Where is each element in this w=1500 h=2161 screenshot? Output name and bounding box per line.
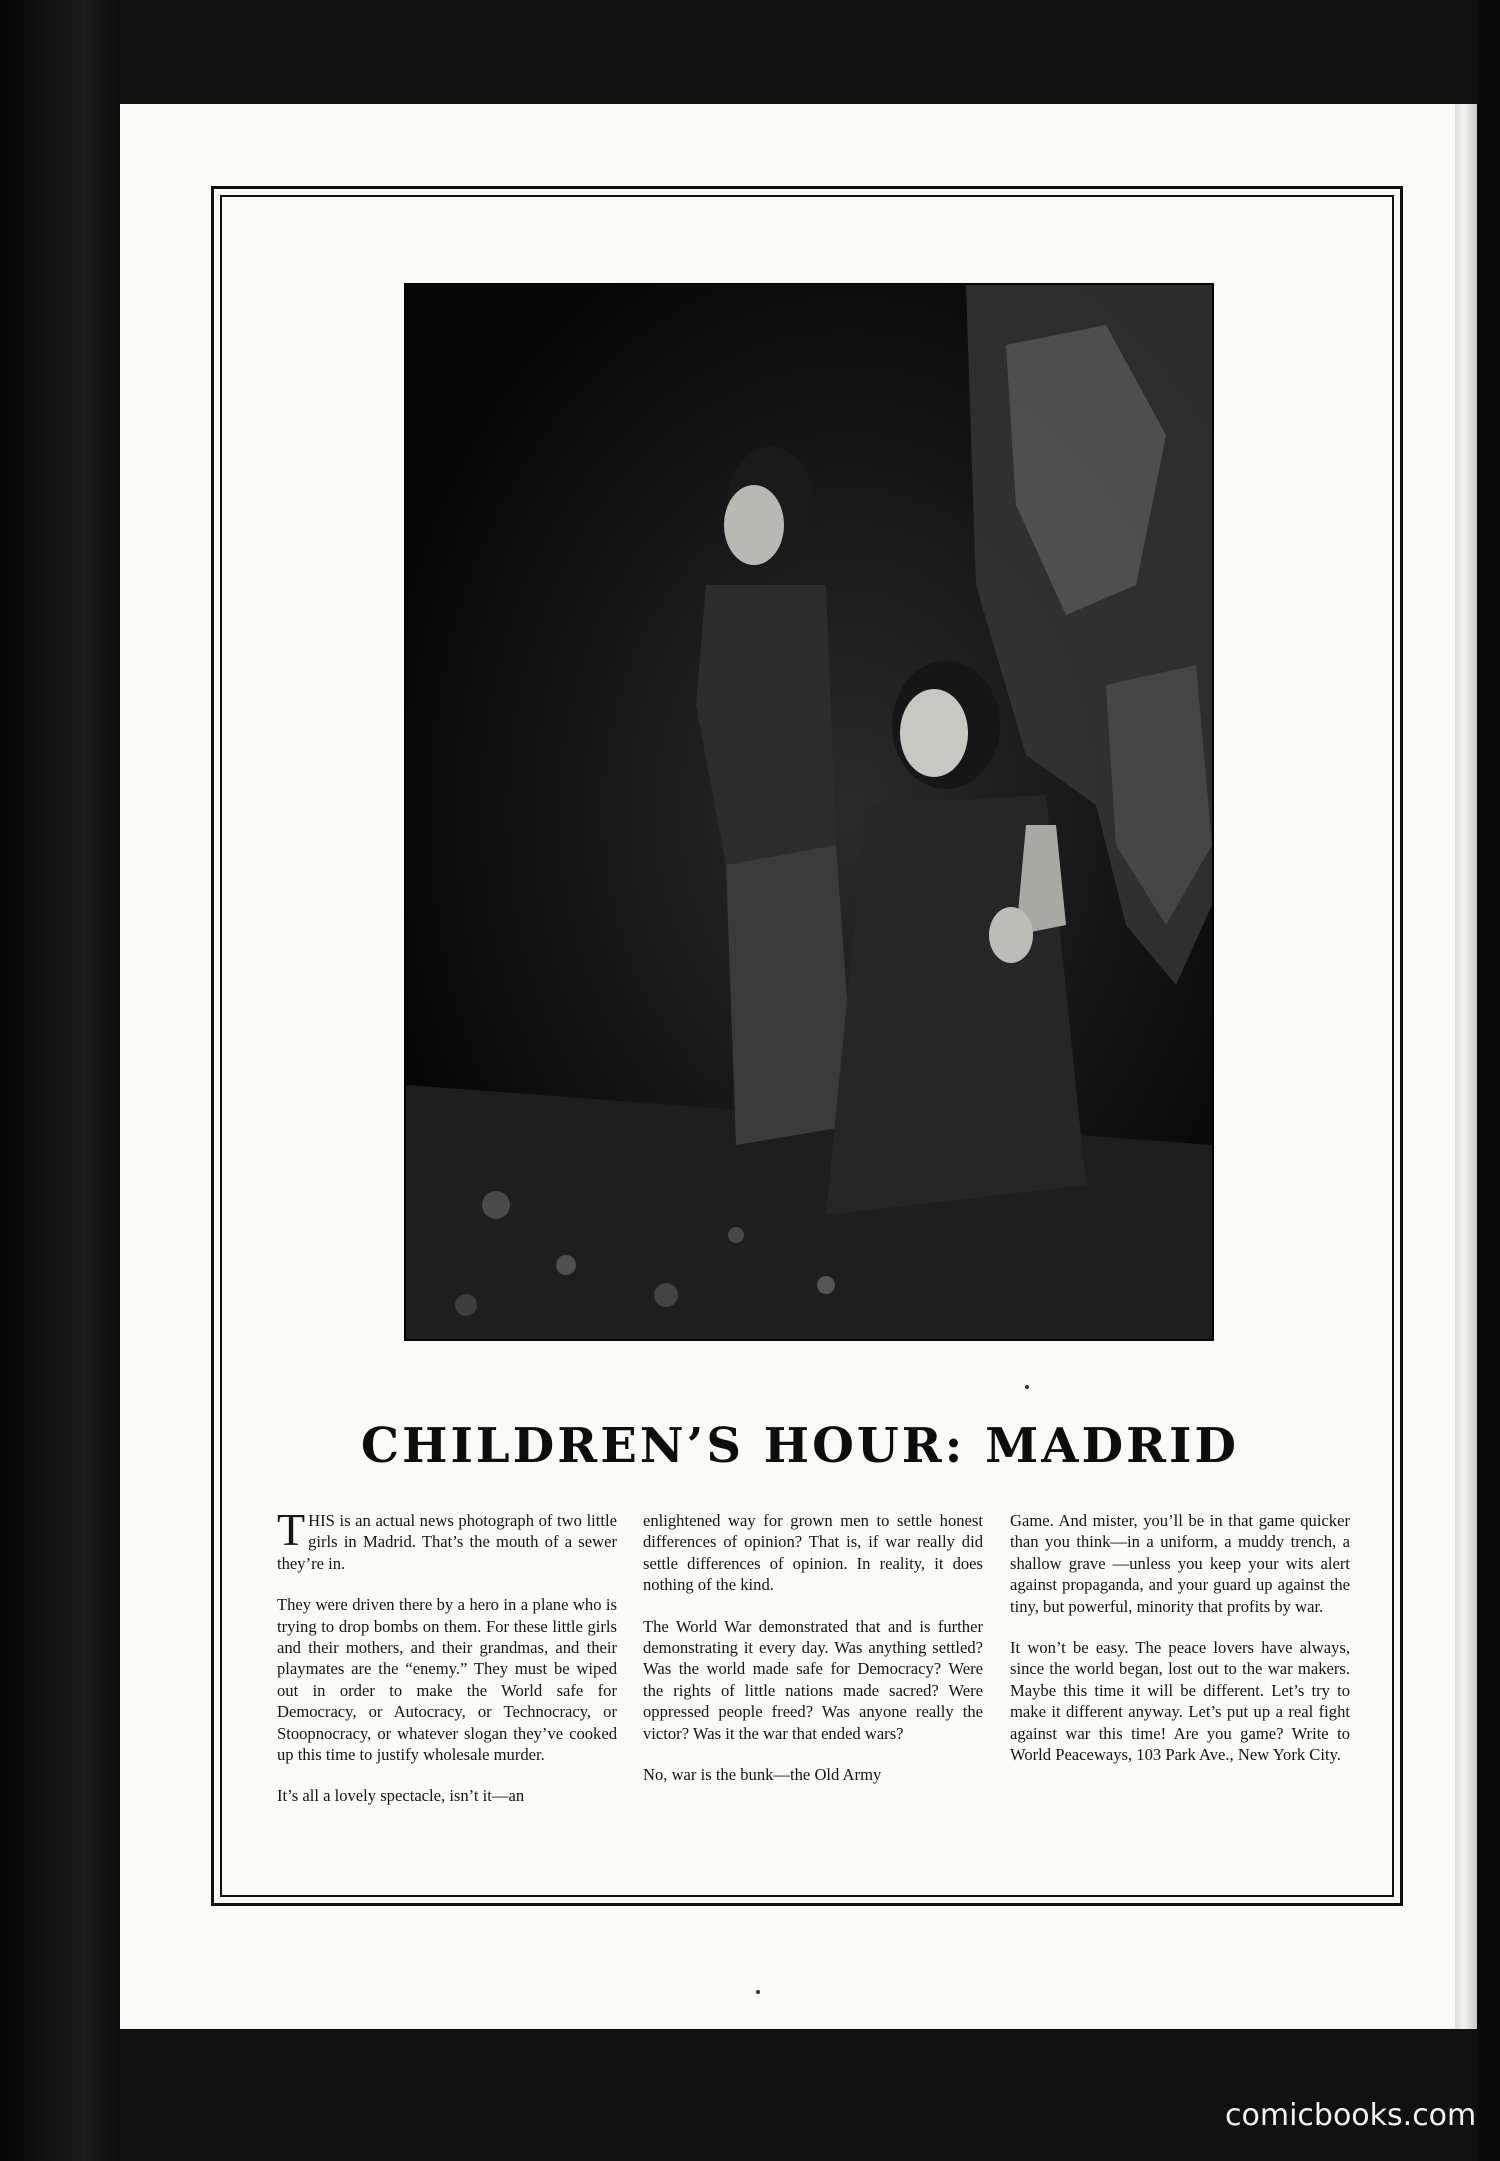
- article-paragraph: No, war is the bunk—the Old Army: [643, 1765, 882, 1785]
- page-edge: [1455, 104, 1477, 2029]
- headline: CHILDREN’S HOUR: MADRID: [360, 1418, 1240, 1474]
- article-paragraph: It’s all a lovely spectacle, isn’t it—an: [277, 1786, 525, 1806]
- watermark: comicbooks.com: [1225, 2098, 1477, 2133]
- article-column-2: [643, 1510, 983, 1805]
- scan-spine: [1477, 0, 1500, 2161]
- article-paragraph: They were driven there by a hero in a plane who is trying to drop bombs on them. For these little girls and their mothers, and their grandmas, and their playmates are the “enemy.” They must be wiped out in order to make the World safe for Democracy, or Autocracy, or Technocracy, or Stoopnocracy, or whatever slogan they’ve cooked up this time to justify wholesale murder.: [277, 1595, 617, 1765]
- drop-cap: T: [277, 1504, 306, 1555]
- news-photograph: [404, 283, 1214, 1341]
- print-speck: [1025, 1385, 1029, 1389]
- article-paragraph: Game. And mister, you’ll be in that game quicker than you think—in a uniform, a muddy trench, a shallow grave —unless you keep your wits alert against propaganda, and your guard up against the tiny, but powerful, minority that profits by war.: [1010, 1511, 1350, 1616]
- article-column-3: [1010, 1510, 1350, 1785]
- article-paragraph: It won’t be easy. The peace lovers have always, since the world began, lost out to the war makers. Maybe this time it will be different. Let’s try to make it different anyway. Let’s put up a real fight against war this time! Are you game? Write to World Peaceways, 103 Park Ave., New York City.: [1010, 1638, 1350, 1765]
- scan-dark-margin: [0, 0, 120, 2161]
- article-paragraph: THIS is an actual news photograph of two little girls in Madrid. That’s the mouth of a sewer they’re in.: [277, 1504, 617, 1573]
- article-column-1: [277, 1504, 617, 1827]
- article-paragraph: enlightened way for grown men to settle honest differences of opinion? That is, if war really did settle differences of opinion. In reality, it does nothing of the kind.: [643, 1511, 983, 1595]
- article-paragraph: The World War demonstrated that and is further demonstrating it every day. Was anything settled? Was the world made safe for Democracy? Were the rights of little nations made sacred? Were oppressed people freed? Was anyone really the victor? Was it the war that ended wars?: [643, 1616, 983, 1743]
- photograph-two-girls-in-sewer-icon: [406, 285, 1212, 1339]
- print-speck: [756, 1990, 760, 1994]
